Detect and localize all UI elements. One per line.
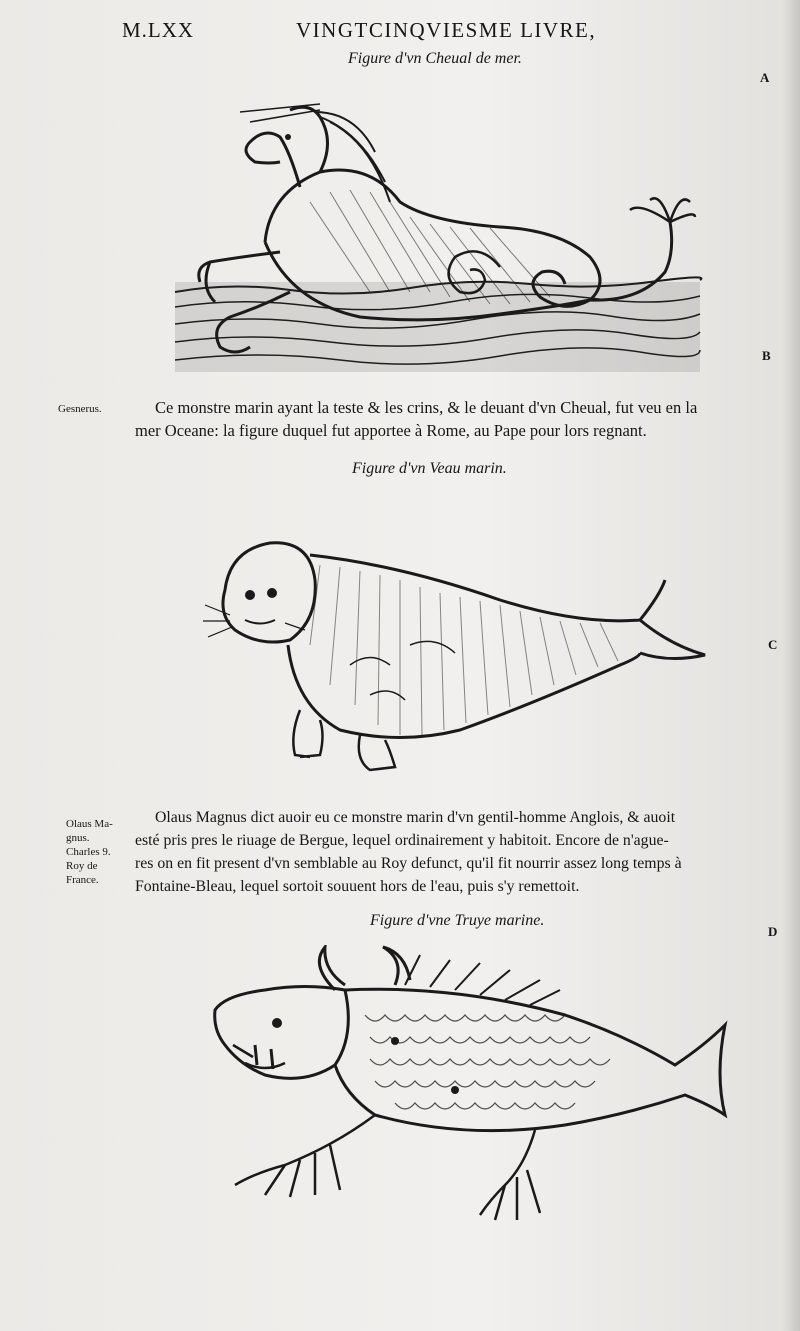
figure-title-sea-horse: Figure d'vn Cheual de mer. bbox=[348, 50, 522, 67]
paragraph-sea-calf bbox=[135, 806, 682, 898]
side-note-line: Charles 9. bbox=[66, 846, 111, 858]
paragraph-line: esté pris pres le riuage de Bergue, lequel ordinairement y habitoit. Encore de n'ague- bbox=[135, 832, 669, 849]
side-note-line: France. bbox=[66, 874, 99, 886]
paragraph-line: Ce monstre marin ayant la teste & les crins, & le deuant d'vn Cheual, fut veu en la bbox=[155, 398, 698, 417]
side-note-line: Roy de bbox=[66, 860, 98, 872]
page-header bbox=[0, 18, 800, 48]
paragraph-line: Olaus Magnus dict auoir eu ce monstre marin d'vn gentil-homme Anglois, & auoit bbox=[155, 809, 676, 826]
side-note-line: Olaus Ma- bbox=[66, 818, 113, 830]
folio-number: M.LXX bbox=[122, 18, 195, 42]
side-note-olaus bbox=[66, 817, 113, 887]
margin-marker-b: B bbox=[762, 348, 771, 363]
sea-horse-woodcut bbox=[170, 92, 705, 382]
margin-marker-a: A bbox=[760, 70, 770, 85]
page-edge-shadow bbox=[782, 0, 800, 1331]
figure-title-sea-sow: Figure d'vne Truye marine. bbox=[370, 912, 545, 929]
sea-calf-woodcut bbox=[200, 535, 710, 775]
paragraph-line: mer Oceane: la figure duquel fut apportee à Rome, au Pape pour lors regnant. bbox=[135, 421, 647, 440]
side-note-gesnerus bbox=[58, 402, 102, 416]
side-note-line: Gesnerus. bbox=[58, 403, 102, 415]
paragraph-line: Fontaine-Bleau, lequel sortoit souuent hors de l'eau, puis s'y remettoit. bbox=[135, 878, 580, 895]
sea-sow-woodcut bbox=[205, 945, 735, 1235]
side-note-line: gnus. bbox=[66, 832, 90, 844]
margin-marker-d: D bbox=[768, 924, 778, 939]
paragraph-line: res on en fit present d'vn semblable au Roy defunct, qu'il fit nourrir assez long temps à bbox=[135, 855, 682, 872]
margin-marker-c: C bbox=[768, 637, 778, 652]
figure-title-sea-calf: Figure d'vn Veau marin. bbox=[352, 460, 507, 477]
paragraph-sea-horse bbox=[135, 396, 698, 442]
running-title: VINGTCINQVIESME LIVRE, bbox=[296, 18, 597, 42]
